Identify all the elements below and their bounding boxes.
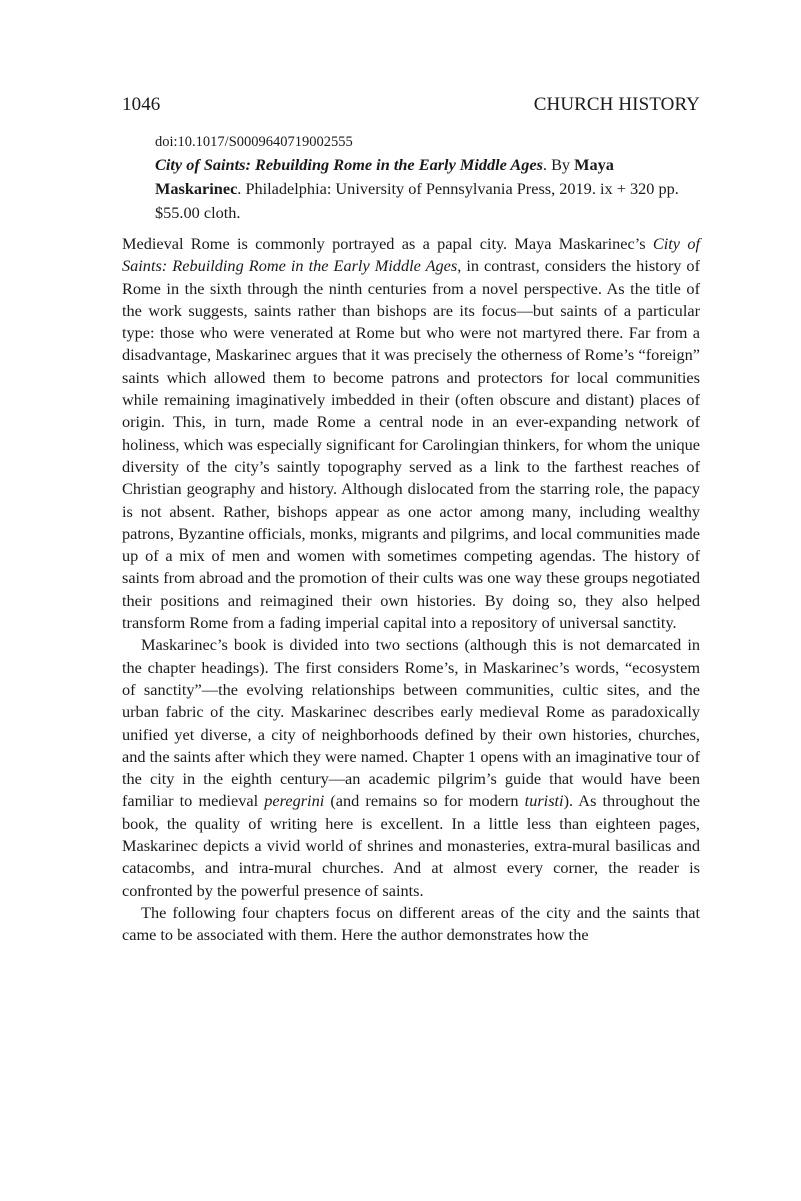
paragraph-3: The following four chapters focus on different areas of the city and the saints that came to be associated with them. Here the author demonstrates how the <box>122 902 700 945</box>
publication-details: . Philadelphia: University of Pennsylvania Press, 2019. ix + 320 pp. $55.00 cloth. <box>155 179 679 223</box>
book-citation <box>155 131 700 226</box>
book-author: Maya Maskarinec <box>155 155 614 199</box>
by-text: . By <box>542 155 575 174</box>
book-title: City of Saints: Rebuilding Rome in the Early Middle Ages <box>155 155 543 174</box>
page-number: 1046 <box>122 94 161 115</box>
review-body <box>122 233 700 947</box>
term-peregrini: peregrini <box>264 791 325 811</box>
doi-link[interactable]: doi:10.1017/S0009640719002555 <box>155 134 353 150</box>
term-turisti: turisti <box>524 791 564 811</box>
book-title-inline: City of Saints: Rebuilding Rome in the Early Middle Ages <box>122 234 700 276</box>
journal-title: CHURCH HISTORY <box>533 94 700 115</box>
paragraph-1: Medieval Rome is commonly portrayed as a papal city. Maya Maskarinec’s City of Saints: Rebuilding Rome in the Early Middle Ages, in contrast, considers the history of Rome in the sixth through the ninth centuries from a novel perspective. As the title of the work suggests, saints rather than bishops are its focus—but saints of a particular type: those who were venerated at Rome but who were not martyred there. Far from a disadvantage, Maskarinec argues that it was precisely the otherness of Rome’s “foreign” saints which allowed them to become patrons and protectors for local communities while remaining imaginatively imbedded in their (often obscure and distant) places of origin. This, in turn, made Rome a central node in an ever-expanding network of holiness, which was especially significant for Carolingian thinkers, for whom the unique diversity of the city’s saintly topography served as a link to the farthest reaches of Christian geography and history. Although dislocated from the starring role, the papacy is not absent. Rather, bishops appear as one actor among many, including wealthy patrons, Byzantine officials, monks, migrants and pilgrims, and local communities made up of a mix of men and women with sometimes competing agendas. The history of saints from abroad and the promotion of their cults was one way these groups negotiated their positions and reimagined their own histories. By doing so, they also helped transform Rome from a fading imperial capital into a repository of universal sanctity. <box>122 234 700 633</box>
running-head <box>122 94 700 116</box>
paragraph-2: Maskarinec’s book is divided into two sections (although this is not demarcated in the chapter headings). The first considers Rome’s, in Maskarinec’s words, “ecosystem of sanctity”—the evolving relationships between communities, cultic sites, and the urban fabric of the city. Maskarinec describes early medieval Rome as paradoxically unified yet diverse, a city of neighborhoods defined by their own histories, churches, and the saints after which they were named. Chapter 1 opens with an imaginative tour of the city in the eighth century—an academic pilgrim’s guide that would have been familiar to medieval peregrini (and remains so for modern turisti). As throughout the book, the quality of writing here is excellent. In a little less than eighteen pages, Maskarinec depicts a vivid world of shrines and monasteries, extra-mural basilicas and catacombs, and intra-mural churches. And at almost every corner, the reader is confronted by the powerful presence of saints. <box>122 635 700 900</box>
bibliographic-entry <box>155 153 700 226</box>
